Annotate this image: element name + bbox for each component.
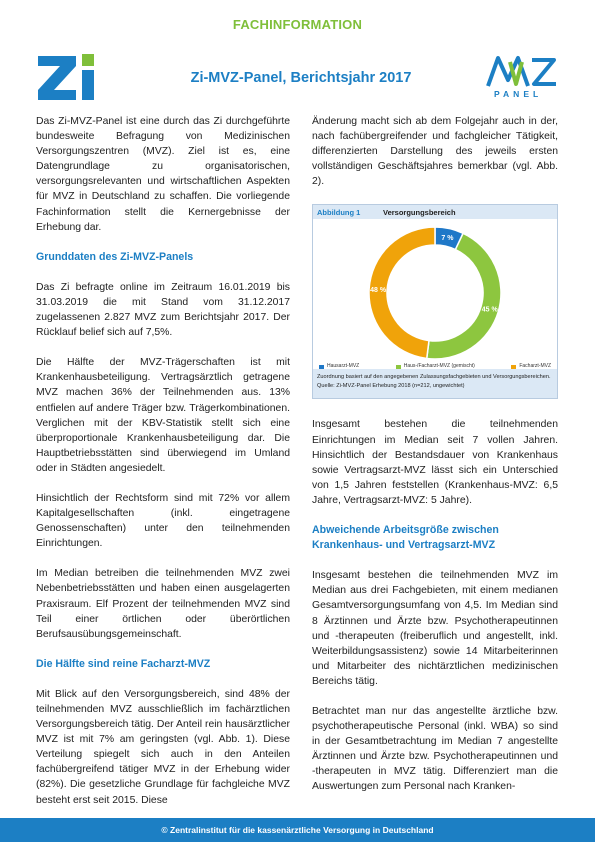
- legend-label: Haus-/Facharzt-MVZ (gemischt): [403, 363, 475, 370]
- paragraph: Änderung macht sich ab dem Folgejahr auch in der, nach fachübergreifender und fachgleicher Tätigkeit, differenzierten Darstellung des jeweils ersten vollständigen Geschäftsjahres bemerkbar (vgl. Abb. 2).: [312, 116, 558, 188]
- document-kicker: FACHINFORMATION: [232, 17, 363, 32]
- donut-value-label: 7 %: [441, 235, 454, 243]
- figure-title: Versorgungsbereich: [383, 207, 456, 217]
- donut-slice-2: [427, 234, 501, 360]
- section-heading-arbeitsgroesse: Abweichende Arbeitsgröße zwischen Krankenhaus- und Vertragsarzt-MVZ: [312, 524, 499, 552]
- paragraph: Die Hälfte der MVZ-Trägerschaften ist mit Krankenhausbeteiligung. Vertragsärztlich getragene MVZ machen 36% der Teilnehmenden aus. 13% entfielen auf andere Träger bzw. Trägerkombinationen. Verglichen mit der KBV-Statistik stellt sich eine überproportionale Krankenhausbeteiligung dar. Die Hauptbetriebsstätten sind überwiegend im Umland oder in Städten angesiedelt.: [36, 357, 290, 474]
- legend-label: Facharzt-MVZ: [519, 363, 551, 370]
- intro-paragraph: Das Zi-MVZ-Panel ist eine durch das Zi durchgeführte bundesweite Befragung von Medizinischen Versorgungszentren (MVZ). Ziel ist es, eine Datengrundlage zu organisatorischen, versorgungsrelevanten und wirtschaftlichen Aspekten für MVZ in Deutschland zu schaffen. Die vorliegende Fachinformation stellt die Kernergebnisse der Erhebung dar.: [36, 116, 290, 233]
- document-title: Zi-MVZ-Panel, Berichtsjahr 2017: [190, 70, 412, 86]
- paragraph: Mit Blick auf den Versorgungsbereich, sind 48% der teilnehmenden MVZ ausschließlich im fachärztlichen Versorgungsbereich tätig. Der Anteil rein hausärztlicher MVZ ist mit 7% am geringsten (vgl. Abb. 1). Diese Verteilung spiegelt sich auch in den Anteilen fachübergreifend tätiger MVZ in der Erhebung wider (82%). Die gesetzliche Grundlage für fachgleiche MVZ besteht erst seit 2015. Diese: [36, 688, 290, 806]
- figure-note: Zuordnung basiert auf den angegebenen Zulassungsfachgebieten und Versorgungsbereichen. Quelle: Zi-MVZ-Panel Erhebung 2018 (n=212, ungewichtet): [313, 369, 557, 398]
- donut-value-label: 48 %: [370, 287, 387, 295]
- right-column: [312, 114, 558, 810]
- left-column: [36, 114, 290, 823]
- figure-label: Abbildung 1: [317, 207, 361, 217]
- footer: © Zentralinstitut für die kassenärztliche Versorgung in Deutschland: [0, 818, 595, 842]
- zi-logo: [36, 52, 102, 104]
- donut-value-label: 45 %: [481, 306, 498, 314]
- section-heading-facharzt: Die Hälfte sind reine Facharzt-MVZ: [36, 657, 211, 670]
- paragraph: Das Zi befragte online im Zeitraum 16.01.2019 bis 31.03.2019 die mit Stand vom 31.12.2017 zugelassenen 2.827 MVZ zum Berichtsjahr 2017. Der Rücklauf belief sich auf 7,5%.: [36, 281, 290, 339]
- paragraph: Insgesamt bestehen die teilnehmenden MVZ im Median aus drei Fachgebieten, mit einem medianen Gesamtversorgungsumfang von 4,5. Im Median sind 8 Ärztinnen und Ärzte bzw. Psychotherapeutinnen und -therapeuten (freiberuflich und angestellt, inkl. Weiterbildungsassistenz) sowie 14 Mitarbeiterinnen und Mitarbeiter des nichtärztlichen medizinischen Bereichs tätig.: [312, 570, 558, 687]
- paragraph: Hinsichtlich der Rechtsform sind mit 72% vor allem Kapitalgesellschaften (inkl. eingetragene Genossenschaften) unter den teilnehmenden Einrichtungen.: [36, 492, 290, 550]
- paragraph: Insgesamt bestehen die teilnehmenden Einrichtungen im Median seit 7 vollen Jahren. Hinsichtlich der Bestandsdauer von Krankenhaus sowie Vertragsarzt-MVZ lässt sich ein Unterschied von 1,5 Jahren feststellen (Krankenhaus-MVZ: 6,5 Jahre, Vertragsarzt-MVZ: 5 Jahre).: [312, 419, 558, 506]
- donut-chart: [313, 219, 557, 369]
- legend-label: Hausarzt-MVZ: [327, 363, 360, 370]
- section-heading-grunddaten: Grunddaten des Zi-MVZ-Panels: [36, 250, 194, 263]
- figure-versorgungsbereich: [312, 204, 558, 399]
- paragraph: Im Median betreiben die teilnehmenden MVZ zwei Nebenbetriebsstätten und haben einen ausgelagerten Praxisraum. Elf Prozent der teilnehmenden MVZ sind Teil einer örtlichen oder überörtlichen Berufsausübungsgemeinschaft.: [36, 568, 290, 640]
- mvz-panel-logo-wordmark: PANEL: [494, 89, 543, 99]
- paragraph: Betrachtet man nur das angestellte ärztliche bzw. psychotherapeutische Personal (inkl. WBA) so sind in der Gesamtbetrachtung im Median 7 angestellte Ärztinnen und Ärzte bzw. Psychotherapeutinnen und -therapeuten in MVZ tätig. Differenziert man die Auswertungen zum Personal nach Kranken-: [312, 705, 558, 793]
- figure-header: [313, 205, 557, 219]
